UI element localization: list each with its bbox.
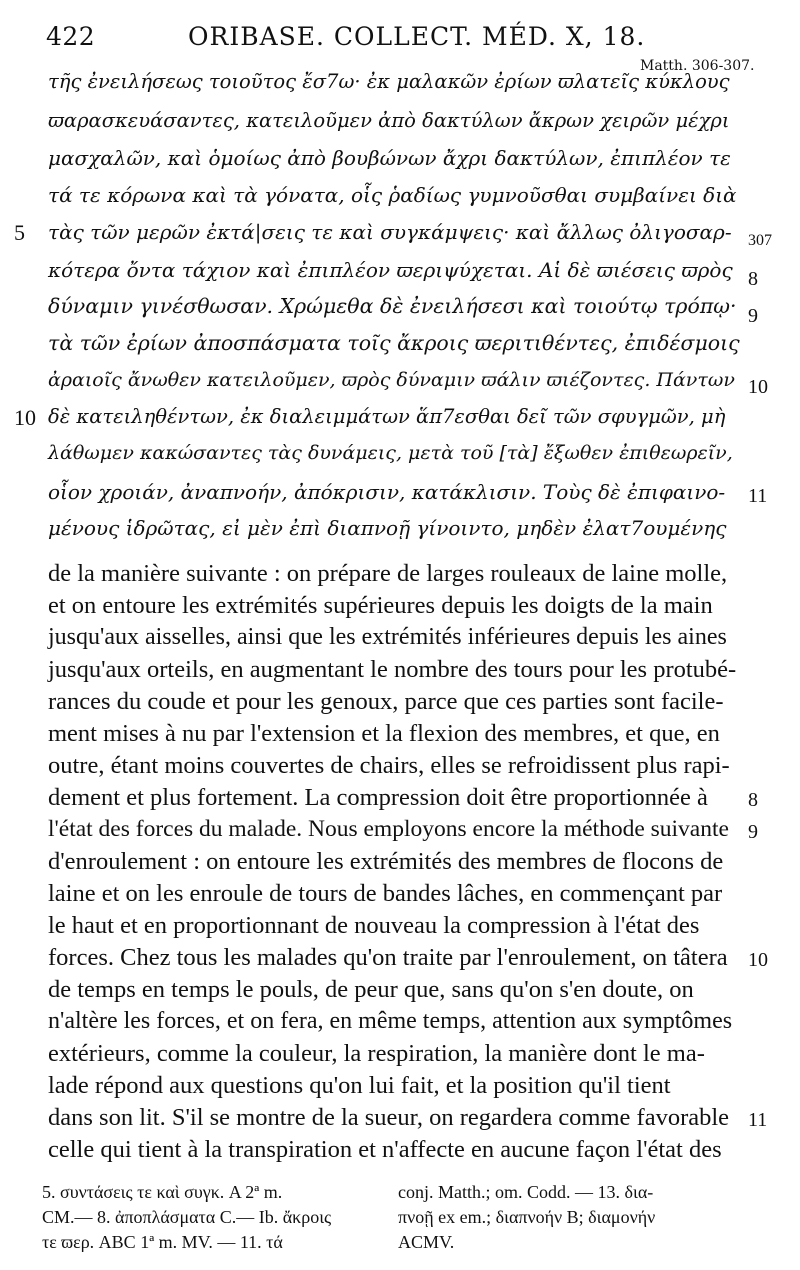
french-line: d'enroulement : on entoure les extrémités des membres de flocons de [48, 848, 724, 875]
greek-line: μασχαλῶν, καὶ ὁμοίως ἀπὸ βουβώνων ἄχρι δακτύλων, ἐπιπλέον τε [48, 146, 731, 170]
french-line: forces. Chez tous les malades qu'on traite par l'enroulement, on tâtera [48, 944, 728, 971]
french-line: de temps en temps le pouls, de peur que, sans qu'on s'en doute, on [48, 976, 694, 1003]
french-line: jusqu'aux orteils, en augmentant le nombre des tours pour les protubé- [48, 656, 737, 683]
greek-line: λάθωμεν κακώσαντες τὰς δυνάμεις, μετὰ τοῦ [τὰ] ἔξωθεν ἐπιθεωρεῖν, [48, 442, 733, 464]
margin-section-number: 10 [748, 376, 768, 398]
french-line: le haut et en proportionnant de nouveau la compression à l'état des [48, 912, 700, 939]
greek-line: δύναμιν γινέσθωσαν. Χρώμεθα δὲ ἐνειλήσεσι καὶ τοιούτῳ τρόπῳ· [48, 294, 737, 318]
french-line: l'état des forces du malade. Nous employons encore la méthode suivante [48, 816, 729, 842]
greek-line: ἀραιοῖς ἄνωθεν κατειλοῦμεν, ϖρὸς δύναμιν ϖάλιν ϖιέζοντες. Πάντων [48, 369, 735, 391]
french-line: laine et on les enroule de tours de bandes lâches, en commençant par [48, 880, 723, 907]
greek-line: τῆς ἐνειλήσεως τοιοῦτος ἔσ7ω· ἐκ μαλακῶν ἐρίων ϖλατεῖς κύκλους [48, 70, 730, 93]
french-line: dement et plus fortement. La compression doit être proportionnée à [48, 784, 708, 811]
french-line: de la manière suivante : on prépare de larges rouleaux de laine molle, [48, 560, 728, 587]
margin-section-number: 11 [748, 485, 768, 507]
margin-section-number: 10 [748, 949, 768, 971]
greek-line: δὲ κατειληθέντων, ἐκ διαλειμμάτων ἅπ7εσθαι δεῖ τῶν σφυγμῶν, μὴ [48, 405, 726, 428]
margin-section-number: 11 [748, 1109, 768, 1131]
french-line: n'altère les forces, et on fera, en même temps, attention aux symptômes [48, 1008, 733, 1034]
footnote-line: τε ϖερ. ABC 1ª m. MV. — 11. τά [42, 1232, 283, 1252]
french-line: rances du coude et pour les genoux, parce que ces parties sont facile- [48, 688, 724, 715]
line-number: 10 [14, 405, 36, 430]
french-line: lade répond aux questions qu'on lui fait, et la position qu'il tient [48, 1072, 671, 1099]
margin-section-number: 8 [748, 789, 758, 811]
running-title: ORIBASE. COLLECT. MÉD. X, 18. [188, 22, 646, 51]
margin-section-number: 9 [748, 305, 758, 327]
greek-line: κότερα ὄντα τάχιον καὶ ἐπιπλέον ϖεριψύχεται. Αἱ δὲ ϖιέσεις ϖρὸς [48, 258, 733, 282]
line-number: 5 [14, 220, 25, 245]
footnote-line: πνοῇ ex em.; διαπνοήν B; διαμονήν [398, 1207, 656, 1227]
page-number: 422 [46, 22, 96, 51]
footnote-line: ACMV. [398, 1232, 455, 1252]
greek-line: τὰς τῶν μερῶν ἐκτά|σεις τε καὶ συγκάμψεις· καὶ ἄλλως ὀλιγοσαρ- [48, 220, 732, 244]
greek-line: οἷον χροιάν, ἀναπνοήν, ἀπόκρισιν, κατάκλισιν. Τοὺς δὲ ἐπιφαινο- [48, 480, 726, 504]
matthaei-page-marker: 307 [748, 232, 772, 249]
footnote-line: CM.— 8. ἀποπλάσματα C.— Ib. ἄκροις [42, 1207, 332, 1227]
footnote-line: 5. συντάσεις τε καὶ συγκ. A 2ª m. [42, 1182, 283, 1202]
french-line: dans son lit. S'il se montre de la sueur, on regardera comme favorable [48, 1104, 730, 1131]
footnote-line: conj. Matth.; om. Codd. — 13. δια- [398, 1182, 654, 1202]
french-line: celle qui tient à la transpiration et n'affecte en aucune façon l'état des [48, 1136, 722, 1163]
french-line: outre, étant moins couvertes de chairs, elles se refroidissent plus rapi- [48, 752, 730, 779]
matthaei-reference: Matth. 306-307. [640, 58, 755, 74]
french-line: et on entoure les extrémités supérieures depuis les doigts de la main [48, 592, 713, 619]
margin-section-number: 8 [748, 268, 758, 290]
greek-line: ϖαρασκευάσαντες, κατειλοῦμεν ἀπὸ δακτύλων ἄκρων χειρῶν μέχρι [48, 109, 730, 132]
french-line: extérieurs, comme la couleur, la respiration, la manière dont le ma- [48, 1040, 705, 1067]
margin-section-number: 9 [748, 821, 758, 843]
greek-line: τά τε κόρωνα καὶ τὰ γόνατα, οἷς ῥαδίως γυμνοῦσθαι συμβαίνει διὰ [48, 183, 737, 207]
french-line: ment mises à nu par l'extension et la flexion des membres, et que, en [48, 720, 720, 747]
greek-line: μένους ἱδρῶτας, εἰ μὲν ἐπὶ διαπνοῇ γίνοιντο, μηδὲν ἐλατ7ουμένης [48, 516, 727, 540]
greek-line: τὰ τῶν ἐρίων ἀποσπάσματα τοῖς ἄκροις ϖεριτιθέντες, ἐπιδέσμοις [48, 331, 740, 355]
french-line: jusqu'aux aisselles, ainsi que les extrémités inférieures depuis les aines [48, 624, 727, 650]
